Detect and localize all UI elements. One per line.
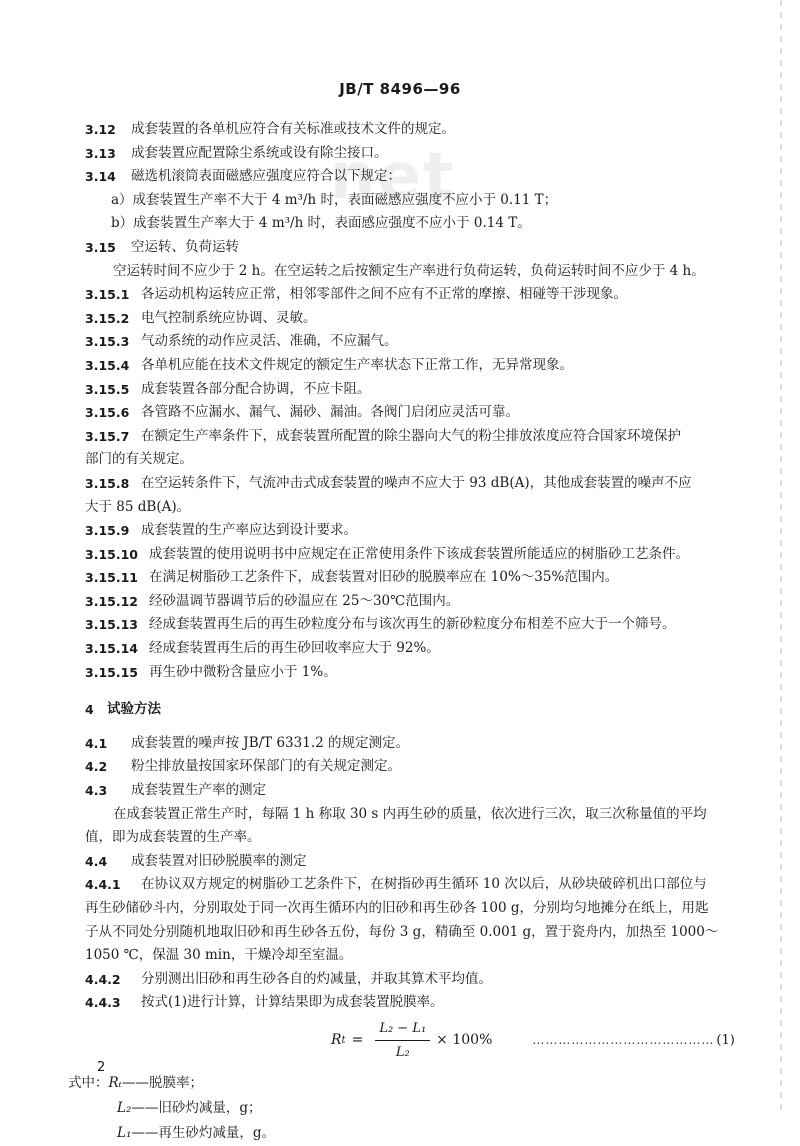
clause-number: 4.4.2 <box>85 971 121 987</box>
clause-text: 气动系统的动作应灵活、准确，不应漏气。 <box>141 333 398 350</box>
clause-4-4-1 <box>85 873 775 897</box>
clause-4-4-1-line3: 子从不同处分别随机地取旧砂和再生砂各五份，每份 3 g，精确至 0.001 g，置于瓷舟内，加热至 1000～ <box>85 923 719 940</box>
clause-3-15-1 <box>85 283 775 307</box>
clause-number: 4.4.1 <box>85 877 121 893</box>
clause-number: 3.15.11 <box>85 570 138 586</box>
clause-number: 3.14 <box>85 169 116 185</box>
clause-number: 3.15.3 <box>85 334 130 350</box>
clause-number: 3.15.13 <box>85 617 138 633</box>
clause-text: 成套装置的各单机应符合有关标准或技术文件的规定。 <box>131 121 455 137</box>
clause-text: 按式(1)进行计算，计算结果即为成套装置脱膜率。 <box>141 994 444 1011</box>
clause-text: 在协议双方规定的树脂砂工艺条件下，在树指砂再生循环 10 次以后，从砂块破碎机出口部位与 <box>141 876 707 893</box>
clause-text: 成套装置各部分配合协调，不应卡阻。 <box>141 380 371 397</box>
clause-number: 3.15.14 <box>85 641 138 657</box>
clause-4-4-2 <box>85 968 775 992</box>
clause-number: 3.15.2 <box>85 310 130 326</box>
formula-leader-dots: …………………………………… <box>532 1033 715 1048</box>
clause-number: 3.15.15 <box>85 664 138 680</box>
clause-3-15-10 <box>85 543 775 567</box>
clause-number: 4.1 <box>85 735 108 751</box>
subitem-a: a）成套装置生产率不大于 4 m³/h 时，表面磁感应强度不应小于 0.11 T； <box>111 191 558 208</box>
clause-number: 3.15.5 <box>85 381 130 397</box>
clause-3-15-9 <box>85 519 775 543</box>
clause-3-15-4 <box>85 354 775 378</box>
clause-text: 成套装置的噪声按 JB/T 6331.2 的规定测定。 <box>131 734 409 751</box>
clause-text: 粉尘排放量按国家环保部门的有关规定测定。 <box>131 758 401 775</box>
clause-3-15-11 <box>85 566 775 590</box>
formula-lhs: R <box>331 1032 342 1049</box>
clause-4-4 <box>85 850 775 874</box>
clause-number: 4.3 <box>85 783 108 799</box>
clause-4-1 <box>85 732 775 756</box>
legend-label: 式中： <box>68 1074 109 1091</box>
clause-text: 再生砂中微粉含量应小于 1%。 <box>149 663 337 680</box>
clause-text: 在满足树脂砂工艺条件下，成套装置对旧砂的脱膜率应在 10%～35%范围内。 <box>149 569 619 586</box>
formula-expression <box>331 1017 492 1065</box>
page-number: 2 <box>97 1060 106 1075</box>
clause-number: 3.12 <box>85 122 116 137</box>
legend-symbol: L₁ <box>117 1124 132 1141</box>
legend-row-2 <box>117 1096 775 1121</box>
formula-1 <box>85 1019 775 1063</box>
clause-3-15 <box>85 236 775 260</box>
clause-text: 在空运转条件下，气流冲击式成套装置的噪声不应大于 93 dB(A)，其他成套装置的噪声不应 <box>141 474 692 491</box>
formula-fraction <box>375 1017 430 1065</box>
clause-number: 3.13 <box>85 145 116 161</box>
clause-3-15-12 <box>85 590 775 614</box>
clause-text: 成套装置生产率的测定 <box>131 782 266 799</box>
clause-4-4-1-line4: 1050 ℃，保温 30 min，干燥冷却至室温。 <box>85 947 353 964</box>
formula-legend <box>68 1071 775 1146</box>
clause-text: 成套装置对旧砂脱膜率的测定 <box>131 852 307 869</box>
clause-3-13 <box>85 142 775 166</box>
legend-row-1 <box>68 1071 775 1096</box>
clause-number: 4.4.3 <box>85 995 121 1011</box>
subitem-b: b）成套装置生产率大于 4 m³/h 时，表面感应强度不应小于 0.14 T。 <box>111 215 531 232</box>
legend-description: ——旧砂灼减量，g； <box>131 1099 262 1116</box>
page-header: JB/T 8496—96 <box>339 80 461 98</box>
watermark: net <box>330 140 456 214</box>
clause-3-15-5 <box>85 378 775 402</box>
clause-text: 在额定生产率条件下，成套装置所配置的除尘器向大气的粉尘排放浓度应符合国家环境保护 <box>141 427 681 444</box>
clause-number: 4.4 <box>85 853 108 869</box>
paragraph-3-15: 空运转时间不应少于 2 h。在空运转之后按额定生产率进行负荷运转，负荷运转时间不应少于 4 h。 <box>113 262 705 279</box>
legend-row-3 <box>117 1121 775 1146</box>
paragraph-4-3-line1: 在成套装置正常生产时，每隔 1 h 称取 30 s 内再生砂的质量，依次进行三次，取三次称量值的平均 <box>113 805 707 822</box>
clause-number: 4.2 <box>85 759 108 775</box>
clause-3-15-13 <box>85 613 775 637</box>
clause-text: 各运动机构运转应正常，相邻零部件之间不应有不正常的摩擦、相碰等干涉现象。 <box>141 286 627 303</box>
section-4-heading <box>85 698 775 722</box>
formula-lhs-sub: t <box>341 1035 346 1047</box>
clause-text: 成套装置的生产率应达到设计要求。 <box>141 522 357 539</box>
clause-text: 空运转、负荷运转 <box>131 238 239 255</box>
clause-3-15-7-cont: 部门的有关规定。 <box>85 451 193 468</box>
legend-symbol: L₂ <box>117 1099 132 1116</box>
legend-description: ——脱膜率； <box>122 1074 203 1091</box>
clause-3-15-15 <box>85 661 775 685</box>
clause-3-15-2 <box>85 307 775 331</box>
clause-text: 各单机应能在技术文件规定的额定生产率状态下正常工作，无异常现象。 <box>141 356 573 373</box>
clause-3-15-14 <box>85 637 775 661</box>
clause-number: 3.15.10 <box>85 546 138 562</box>
clause-number: 3.15.6 <box>85 405 130 421</box>
clause-number: 3.15.12 <box>85 593 138 609</box>
legend-description: ——再生砂灼减量，g。 <box>131 1124 276 1141</box>
clause-number: 3.15.7 <box>85 428 130 444</box>
clause-4-4-1-line2: 再生砂储砂斗内，分别取处于同一次再生循环内的旧砂和再生砂各 100 g，分别均匀地摊分在纸上，用匙 <box>85 900 709 916</box>
clause-4-3 <box>85 779 775 803</box>
clause-3-15-8-cont: 大于 85 dB(A)。 <box>85 498 191 515</box>
clause-3-14 <box>85 165 775 189</box>
clause-3-12 <box>85 118 775 142</box>
clause-3-15-3 <box>85 330 775 354</box>
paragraph-4-3-line2: 值，即为成套装置的生产率。 <box>85 829 261 846</box>
legend-symbol: Rₜ <box>108 1074 122 1091</box>
formula-equals: = <box>351 1032 364 1049</box>
formula-numerator: L₂ − L₁ <box>375 1017 430 1042</box>
clause-text: 磁选机滚筒表面磁感应强度应符合以下规定： <box>131 168 401 185</box>
formula-tail: × 100% <box>436 1032 493 1049</box>
scan-edge-mark <box>780 0 782 1112</box>
equation-number: (1) <box>716 1033 735 1049</box>
clause-number: 3.15.9 <box>85 523 130 539</box>
clause-4-2 <box>85 755 775 779</box>
clause-number: 3.15.8 <box>85 475 130 491</box>
clause-text: 经成套装置再生后的再生砂回收率应大于 92%。 <box>149 640 440 657</box>
clause-3-15-8 <box>85 472 775 496</box>
clause-3-15-6 <box>85 401 775 425</box>
clause-text: 成套装置的使用说明书中应规定在正常使用条件下该成套装置所能适应的树脂砂工艺条件。 <box>149 545 689 562</box>
clause-3-15-7 <box>85 425 775 449</box>
section-number: 4 <box>85 702 94 718</box>
clause-4-4-3 <box>85 991 775 1015</box>
clause-text: 经砂温调节器调节后的砂温应在 25～30℃范围内。 <box>149 592 460 609</box>
clause-text: 电气控制系统应协调、灵敏。 <box>141 309 317 326</box>
body-text <box>68 118 775 1146</box>
clause-text: 成套装置应配置除尘系统或设有除尘接口。 <box>131 144 388 161</box>
section-title: 试验方法 <box>107 701 161 718</box>
clause-number: 3.15.1 <box>85 287 130 303</box>
clause-text: 分别测出旧砂和再生砂各自的灼减量，并取其算术平均值。 <box>141 970 492 987</box>
formula-denominator: L₂ <box>395 1045 410 1061</box>
clause-text: 经成套装置再生后的再生砂粒度分布与该次再生的新砂粒度分布相差不应大于一个筛号。 <box>149 616 676 633</box>
clause-number: 3.15.4 <box>85 357 130 373</box>
clause-number: 3.15 <box>85 239 116 255</box>
clause-text: 各管路不应漏水、漏气、漏砂、漏油。各阀门启闭应灵活可靠。 <box>141 404 519 421</box>
